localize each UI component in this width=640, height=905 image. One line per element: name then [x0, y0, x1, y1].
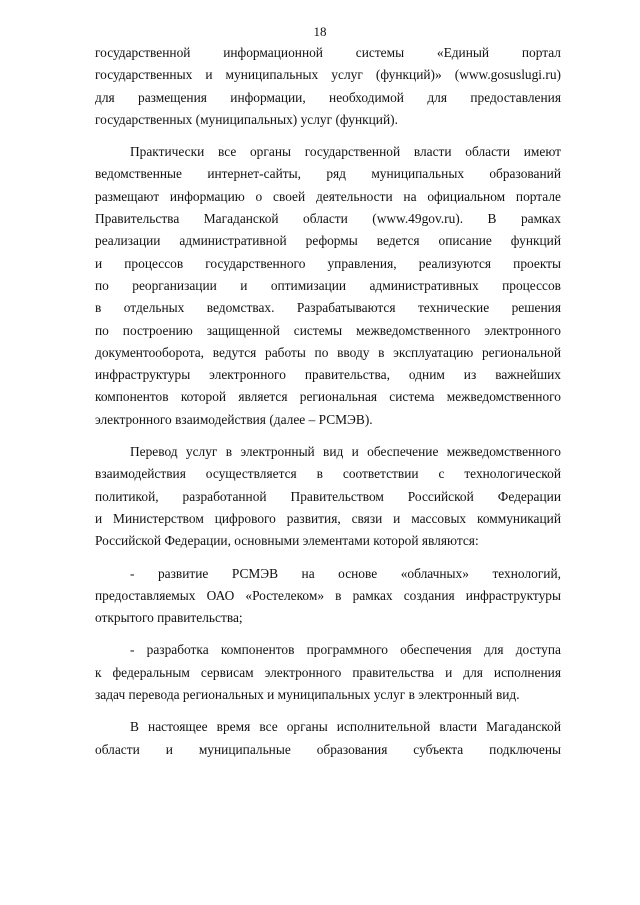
text-line: Российской Федерации, основными элементами которой являются: — [95, 533, 479, 549]
text-line: государственной информационной системы «Единый портал — [95, 45, 561, 60]
paragraph-gap — [95, 706, 561, 716]
paragraph-gap — [95, 629, 561, 639]
text-line: в отдельных ведомствах. Разрабатываются технические решения — [95, 300, 561, 316]
text-line: электронного взаимодействия (далее – РСМЭВ). — [95, 411, 373, 427]
paragraph — [95, 441, 561, 552]
text-line: - разработка компонентов программного обеспечения для доступа — [130, 642, 561, 658]
paragraph — [95, 716, 561, 761]
text-line: политикой, разработанной Правительством Российской Федерации — [95, 488, 561, 504]
text-line: по реорганизации и оптимизации административных процессов — [95, 277, 561, 293]
paragraph-gap — [95, 131, 561, 141]
text-line: и Министерством цифрового развития, связи и массовых коммуникаций — [95, 510, 561, 526]
text-line: предоставляемых ОАО «Ростелеком» в рамках создания инфраструктуры — [95, 587, 561, 603]
paragraph — [95, 639, 561, 706]
text-line: - развитие РСМЭВ на основе «облачных» технологий, — [130, 565, 561, 581]
paragraph — [95, 141, 561, 431]
text-line: реализации административной реформы ведется описание функций — [95, 233, 561, 249]
text-line: размещают информацию о своей деятельности на официальном портале — [95, 188, 561, 204]
text-line: открытого правительства; — [95, 610, 243, 626]
text-line: задач перевода региональных и муниципальных услуг в электронный вид. — [95, 687, 520, 703]
paragraph-gap — [95, 431, 561, 441]
text-line: ведомственные интернет-сайты, ряд муниципальных образований — [95, 166, 561, 182]
text-line: Перевод услуг в электронный вид и обеспечение межведомственного — [130, 444, 561, 460]
text-line: для размещения информации, необходимой для предоставления — [95, 89, 561, 105]
paragraph — [95, 563, 561, 630]
text-line: компонентов которой является региональная система межведомственного — [95, 389, 561, 405]
text-line: взаимодействия осуществляется в соответствии с технологической — [95, 466, 561, 482]
text-line: документооборота, ведутся работы по вводу в эксплуатацию региональной — [95, 344, 561, 360]
text-line: области и муниципальные образования субъекта подключены — [95, 741, 561, 757]
text-line: по построению защищенной системы межведомственного электронного — [95, 322, 561, 338]
text-line: Правительства Магаданской области (www.49gov.ru). В рамках — [95, 211, 561, 227]
paragraph — [95, 42, 561, 131]
text-line: Практически все органы государственной власти области имеют — [130, 144, 561, 160]
document-body — [95, 42, 561, 761]
text-line: В настоящее время все органы исполнительной власти Магаданской — [130, 719, 561, 735]
text-line: инфраструктуры электронного правительства, одним из важнейших — [95, 367, 561, 383]
text-line: и процессов государственного управления, реализуются проекты — [95, 255, 561, 271]
page-number: 18 — [313, 24, 327, 39]
text-line: к федеральным сервисам электронного правительства и для исполнения — [95, 664, 561, 680]
text-line: государственных и муниципальных услуг (функций)» (www.gosuslugi.ru) — [95, 67, 561, 83]
text-line: государственных (муниципальных) услуг (функций). — [95, 111, 398, 127]
paragraph-gap — [95, 553, 561, 563]
